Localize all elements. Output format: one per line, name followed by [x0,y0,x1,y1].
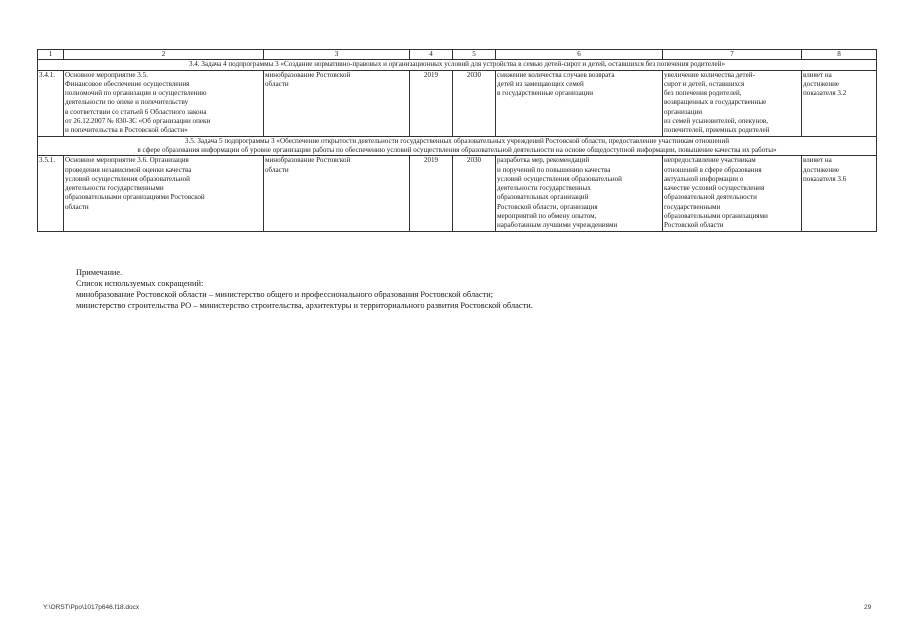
text-line: в соответствии со статьей 6 Областного закона [65,107,207,116]
text-line: Основное мероприятие 3.5. [65,70,148,79]
text-line: возвращенных в государственные [664,98,767,107]
task-heading [38,136,877,156]
measure-executor [264,70,410,136]
task-row [38,136,877,156]
measure-expected-result [496,156,663,231]
measure-name [64,156,264,231]
task-heading-line: 3.4. Задача 4 подпрограммы 3 «Создание нормативно-правовых и организационных условий для устройства в семью детей-сирот и детей, оставшихся без попечения родителей» [188,60,726,69]
text-line: снижение количества случаев возврата [497,70,615,79]
text-line: области [265,79,289,88]
measure-indicator-link [802,156,877,231]
measure-consequence [663,70,802,136]
measure-end-year: 2030 [453,70,496,136]
column-number: 2 [64,50,264,60]
measure-number: 3.5.1. [38,156,64,231]
text-line: сирот и детей, оставшихся [664,79,745,88]
text-line: организации [664,107,703,116]
measure-start-year: 2019 [410,156,453,231]
text-line: области [265,165,289,174]
measure-row [38,156,877,231]
column-number: 4 [410,50,453,60]
task-heading [38,60,877,70]
task-row [38,60,877,70]
column-number: 1 [38,50,64,60]
notes-block [76,267,533,311]
text-line: отношений в сфере образования [664,165,762,174]
text-line: Финансовое обеспечение осуществления [65,79,190,88]
text-line: показателя 3.2 [803,89,847,98]
text-line: минобразование Ростовской [265,70,351,79]
text-line: образовательными организациями [664,212,768,221]
text-line: показателя 3.6 [803,174,847,183]
measure-indicator-link [802,70,877,136]
measure-expected-result [496,70,663,136]
text-line: деятельности по опеке и попечительству [65,98,189,107]
column-number: 8 [802,50,877,60]
measure-name [64,70,264,136]
text-line: деятельности государственных [497,184,591,193]
text-line: от 26.12.2007 № 830-ЗС «Об организации опеки [65,117,211,126]
column-number: 5 [453,50,496,60]
column-number: 3 [264,50,410,60]
text-line: образовательными организациями Ростовской [65,193,205,202]
abbreviation-item: министерство строительства РО – министерство строительства, архитектуры и территориального развития Ростовской области. [76,301,533,310]
column-number: 7 [663,50,802,60]
text-line: полномочий по организации и осуществлению [65,89,207,98]
text-line: Ростовской области, организация [497,202,598,211]
text-line: без попечения родителей, [664,89,742,98]
text-line: области [65,202,89,211]
text-line: деятельности государственными [65,184,164,193]
notes-heading: Примечание. [76,268,123,277]
measure-row [38,70,877,136]
text-line: достижение [803,79,840,88]
abbreviations-heading: Список используемых сокращений: [76,279,204,288]
text-line: непредоставление участникам [664,156,756,165]
text-line: актуальной информации о [664,174,744,183]
text-line: и поручений по повышению качества [497,165,611,174]
column-number: 6 [496,50,663,60]
text-line: образовательной деятельности [664,193,757,202]
file-path-footer: Y:\ORST\Ppo\1017p646.f18.docx [43,604,140,611]
text-line: детей из замещающих семей [497,79,584,88]
text-line: влияет на [803,70,832,79]
text-line: достижение [803,165,840,174]
text-line: разработка мер, рекомендаций [497,156,590,165]
text-line: условий осуществления образовательной [65,174,190,183]
text-line: Ростовской области [664,221,724,230]
measure-consequence [663,156,802,231]
measures-table [37,49,877,232]
text-line: из семей усыновителей, опекунов, [664,117,769,126]
text-line: Основное мероприятие 3.6. Организация [65,156,189,165]
text-line: проведения независимой оценки качества [65,165,192,174]
text-line: и попечительства в Ростовской области» [65,126,188,135]
measure-start-year: 2019 [410,70,453,136]
text-line: попечителей, приемных родителей [664,126,770,135]
text-line: увеличение количества детей- [664,70,755,79]
text-line: влияет на [803,156,832,165]
page-number: 29 [864,604,872,611]
text-line: наработанным лучшими учреждениями [497,221,618,230]
text-line: минобразование Ростовской [265,156,351,165]
text-line: условий осуществления образовательной [497,174,622,183]
task-heading-line: 3.5. Задача 5 подпрограммы 3 «Обеспечение открытости деятельности государственных образовательных учреждений Ростовской области, предоставление участникам отношений [184,136,730,145]
task-heading-line: в сфере образования информации об уровне организации работы по обеспечению условий осуществления образовательной деятельности на основе общедоступной информации, повышение качества их работы» [137,145,777,154]
measure-end-year: 2030 [453,156,496,231]
text-line: государственными [664,202,721,211]
text-line: в государственные организации [497,89,594,98]
column-number-row [38,50,877,60]
text-line: качестве условий осуществления [664,184,765,193]
measure-executor [264,156,410,231]
text-line: мероприятий по обмену опытом, [497,212,597,221]
measure-number: 3.4.1. [38,70,64,136]
text-line: образовательных организаций [497,193,589,202]
abbreviation-item: минобразование Ростовской области – министерство общего и профессионального образования Ростовской области; [76,290,494,299]
